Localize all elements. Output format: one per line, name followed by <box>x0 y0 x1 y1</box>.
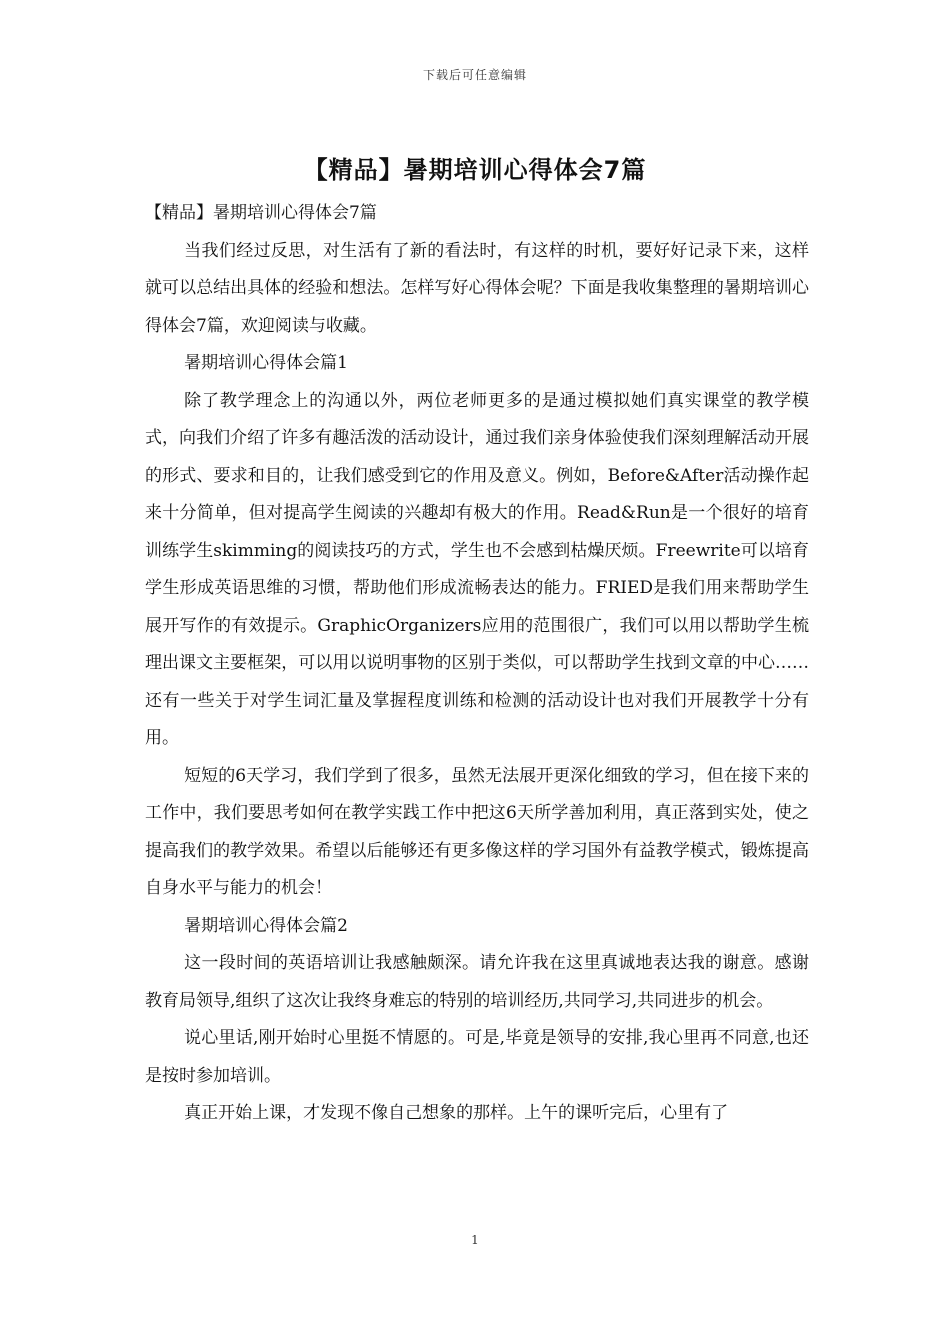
body-paragraph: 真正开始上课，才发现不像自己想象的那样。上午的课听完后，心里有了 <box>184 1103 729 1123</box>
page-number: 1 <box>471 1233 479 1247</box>
section-heading-1: 暑期培训心得体会篇1 <box>184 353 348 373</box>
intro-paragraph: 当我们经过反思，对生活有了新的看法时，有这样的时机，要好好记录下来，这样就可以总结出具体的经验和想法。怎样写好心得体会呢？下面是我收集整理的暑期培训心得体会7篇，欢迎阅读与收藏。 <box>145 240 809 336</box>
subtitle-line: 【精品】暑期培训心得体会7篇 <box>145 203 377 223</box>
body-paragraph: 短短的6天学习，我们学到了很多，虽然无法展开更深化细致的学习，但在接下来的工作中，我们要思考如何在教学实践工作中把这6天所学善加利用，真正落到实处，使之提高我们的教学效果。希望以后能够还有更多像这样的学习国外有益教学模式，锻炼提高自身水平与能力的机会！ <box>145 765 809 898</box>
page-header-note: 下载后可任意编辑 <box>422 68 527 82</box>
section-heading-2: 暑期培训心得体会篇2 <box>184 915 348 936</box>
body-paragraph: 这一段时间的英语培训让我感触颇深。请允许我在这里真诚地表达我的谢意。感谢教育局领导,组织了这次让我终身难忘的特别的培训经历,共同学习,共同进步的机会。 <box>145 953 809 1011</box>
body-paragraph: 除了教学理念上的沟通以外，两位老师更多的是通过模拟她们真实课堂的教学模式，向我们介绍了许多有趣活泼的活动设计，通过我们亲身体验使我们深刻理解活动开展的形式、要求和目的，让我们感受到它的作用及意义。例如，Before&After活动操作起来十分简单，但对提高学生阅读的兴趣却有极大的作用。Read&Run是一个很好的培育训练学生skimming的阅读技巧的方式，学生也不会感到枯燥厌烦。Freewrite可以培育学生形成英语思维的习惯，帮助他们形成流畅表达的能力。FRIED是我们用来帮助学生展开写作的有效提示。GraphicOrganizers应用的范围很广，我们可以用以帮助学生梳理出课文主要框架，可以用以说明事物的区别于类似，可以帮助学生找到文章的中心……还有一些关于对学生词汇量及掌握程度训练和检测的活动设计也对我们开展教学十分有用。 <box>145 390 809 748</box>
document-title: 【精品】暑期培训心得体会7篇 <box>303 156 647 184</box>
document-body <box>145 195 809 1133</box>
body-paragraph: 说心里话,刚开始时心里挺不情愿的。可是,毕竟是领导的安排,我心里再不同意,也还是按时参加培训。 <box>145 1028 809 1086</box>
